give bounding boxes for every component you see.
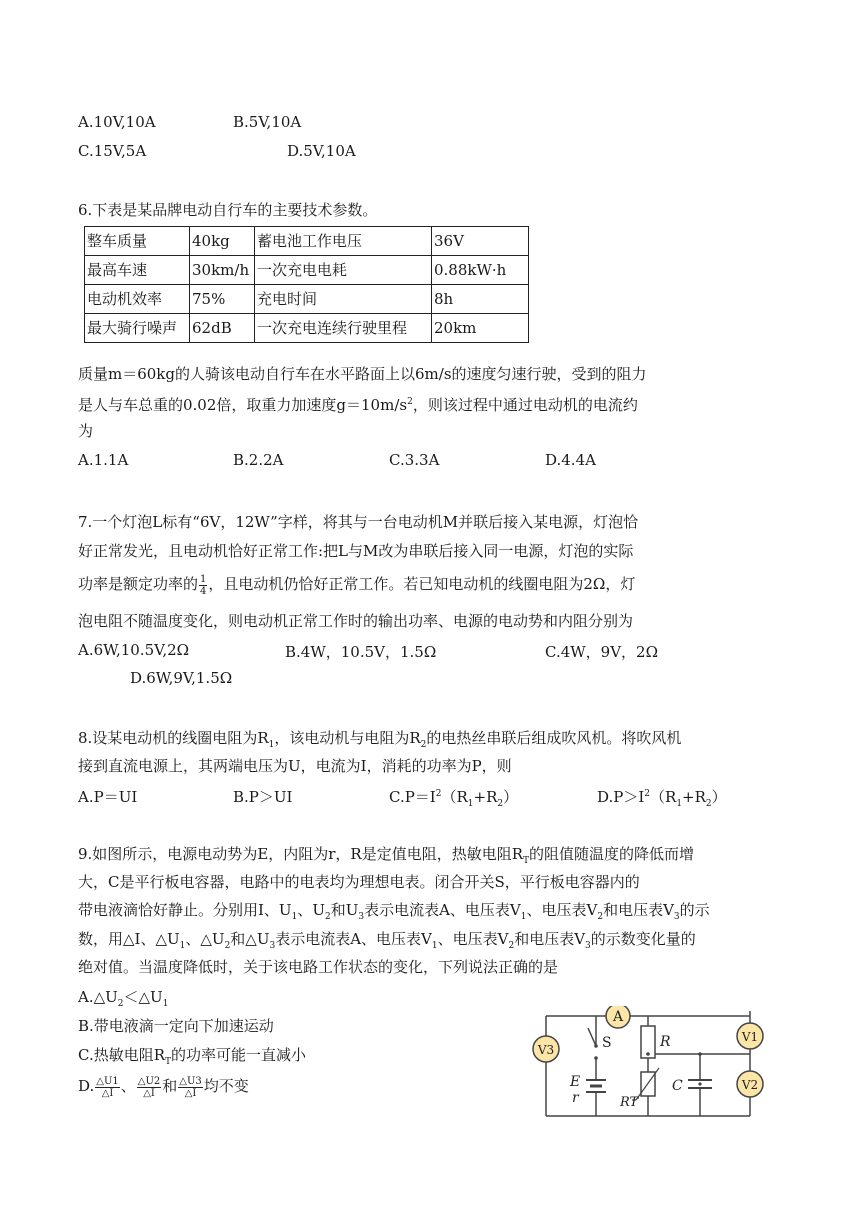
- q8-option-a: A.P＝UI: [78, 788, 138, 806]
- q8-option-b: B.P＞UI: [233, 788, 293, 806]
- voltmeter-v3: [533, 1036, 559, 1062]
- emf-label: E: [570, 1074, 581, 1090]
- q7-option-b: B.4W，10.5V，1.5Ω: [285, 643, 437, 661]
- q6-body-3: 为: [78, 422, 94, 440]
- switch-label: S: [602, 1035, 612, 1051]
- table-cell: 0.88kW·h: [432, 256, 529, 285]
- table-row: [85, 314, 529, 343]
- internal-resistance-label: r: [572, 1090, 579, 1106]
- q9-line-1: 9.如图所示，电源电动势为E，内阻为r，R是定值电阻，热敏电阻$R_T$的阻值随温度的降低而增: [78, 845, 695, 866]
- fraction: $\frac{\triangle U1}{\triangle I}$: [96, 1075, 119, 1099]
- table-row: [85, 285, 529, 314]
- ammeter-a: [606, 1006, 630, 1028]
- q9-option-a: $A.\triangle U_2<\triangle U_1$: [78, 988, 169, 1009]
- q5-option-a: A.10V,10A: [78, 113, 156, 131]
- q8-line-2: 接到直流电源上，其两端电压为U，电流为I，消耗的功率为P，则: [78, 757, 512, 775]
- table-cell: 充电时间: [255, 285, 432, 314]
- table-cell: 20km: [432, 314, 529, 343]
- q7-line-1: 7.一个灯泡L标有“6V，12W”字样，将其与一台电动机M并联后接入某电源，灯泡恰: [78, 513, 639, 531]
- q6-body-1: 质量m＝60kg的人骑该电动自行车在水平路面上以6m/s的速度匀速行驶，受到的阻力: [78, 365, 647, 383]
- q5-option-c: C.15V,5A: [78, 142, 147, 160]
- q7-option-a: A.6W,10.5V,2Ω: [78, 641, 190, 659]
- q5-option-b: B.5V,10A: [233, 113, 302, 131]
- table-cell: 8h: [432, 285, 529, 314]
- q8-option-c: $C.P=I^2(R_1+R_2)$: [389, 788, 519, 809]
- table-cell: 75%: [190, 285, 255, 314]
- resistor-label: R: [660, 1034, 671, 1050]
- svg-text:V1: V1: [741, 1030, 759, 1044]
- voltmeter-v1: [737, 1023, 763, 1049]
- svg-text:V3: V3: [537, 1043, 555, 1057]
- q9-line-3: 带电液滴恰好静止。分别用I、$U_1$、$U_2$和$U_3$表示电流表A、电压表$V_1$、电压表$V_2$和电压表$V_3$的示: [78, 901, 710, 922]
- q5-option-d: D.5V,10A: [287, 142, 356, 160]
- thermistor-label: RT: [620, 1095, 639, 1110]
- q6-option-d: D.4.4A: [545, 451, 596, 469]
- table-cell: 62dB: [190, 314, 255, 343]
- q7-line-4: 泡电阻不随温度变化，则电动机正常工作时的输出功率、电源的电动势和内阻分别为: [78, 612, 634, 630]
- q9-option-c: C.热敏电阻$R_T$的功率可能一直减小: [78, 1046, 307, 1067]
- table-row: [85, 227, 529, 256]
- q7-line-3: 功率是额定功率的 $\frac{1}{4}$ ，且电动机仍恰好正常工作。若已知电动机的线圈电阻为2Ω，灯: [78, 573, 636, 597]
- q7-option-c: C.4W，9V，2Ω: [545, 643, 659, 661]
- spec-table: [84, 226, 529, 343]
- q9-line-4: 数，用△I、$\triangle U_1$、$\triangle U_2$和$\triangle U_3$表示电流表A、电压表$V_1$、电压表$V_2$和电压表$V_3$的示数变化量的: [78, 930, 696, 951]
- table-cell: 36V: [432, 227, 529, 256]
- table-cell: 最大骑行噪声: [85, 314, 190, 343]
- voltmeter-v2: [737, 1071, 763, 1097]
- table-cell: 整车质量: [85, 227, 190, 256]
- capacitor-label: C: [672, 1078, 683, 1094]
- svg-text:V2: V2: [741, 1078, 759, 1092]
- fraction: $\frac{\triangle U3}{\triangle I}$: [179, 1075, 202, 1099]
- fraction: $\frac{\triangle U2}{\triangle I}$: [137, 1075, 161, 1099]
- table-cell: 蓄电池工作电压: [255, 227, 432, 256]
- table-cell: 电动机效率: [85, 285, 190, 314]
- q7-option-d: D.6W,9V,1.5Ω: [130, 669, 233, 687]
- q9-line-2: 大，C是平行板电容器，电路中的电表均为理想电表。闭合开关S，平行板电容器内的: [78, 873, 640, 891]
- table-row: [85, 256, 529, 285]
- q9-line-5: 绝对值。当温度降低时，关于该电路工作状态的变化，下列说法正确的是: [78, 958, 559, 976]
- table-cell: 一次充电连续行驶里程: [255, 314, 432, 343]
- fraction: $\frac{1}{4}$: [200, 573, 207, 597]
- q6-option-c: C.3.3A: [389, 451, 440, 469]
- q8-option-d: $D.P>I^2(R_1+R_2)$: [597, 788, 727, 809]
- table-cell: 一次充电电耗: [255, 256, 432, 285]
- table-cell: 40kg: [190, 227, 255, 256]
- table-cell: 最高车速: [85, 256, 190, 285]
- q9-option-d: D. $\frac{\triangle U1}{\triangle I}$ 、 $\frac{\triangle U2}{\triangle I}$ 和 $\frac{\triangle U3}{\triangle I}$ 均不变: [78, 1075, 249, 1099]
- q6-option-b: B.2.2A: [233, 451, 284, 469]
- q7-line-2: 好正常发光，且电动机恰好正常工作:把L与M改为串联后接入同一电源，灯泡的实际: [78, 542, 634, 560]
- q8-line-1: 8.设某电动机的线圈电阻为$R_1$，该电动机与电阻为$R_2$的电热丝串联后组成吹风机。将吹风机: [78, 729, 682, 750]
- q6-body-2: 是人与车总重的0.02倍，取重力加速度$g=10m/s^2$，则该过程中通过电动机的电流约: [78, 396, 638, 414]
- q9-option-b: B.带电液滴一定向下加速运动: [78, 1017, 274, 1035]
- q6-stem: 6.下表是某品牌电动自行车的主要技术参数。: [78, 201, 378, 219]
- svg-text:A: A: [612, 1009, 624, 1025]
- table-cell: 30km/h: [190, 256, 255, 285]
- circuit-diagram: [526, 1006, 776, 1122]
- q6-option-a: A.1.1A: [78, 451, 129, 469]
